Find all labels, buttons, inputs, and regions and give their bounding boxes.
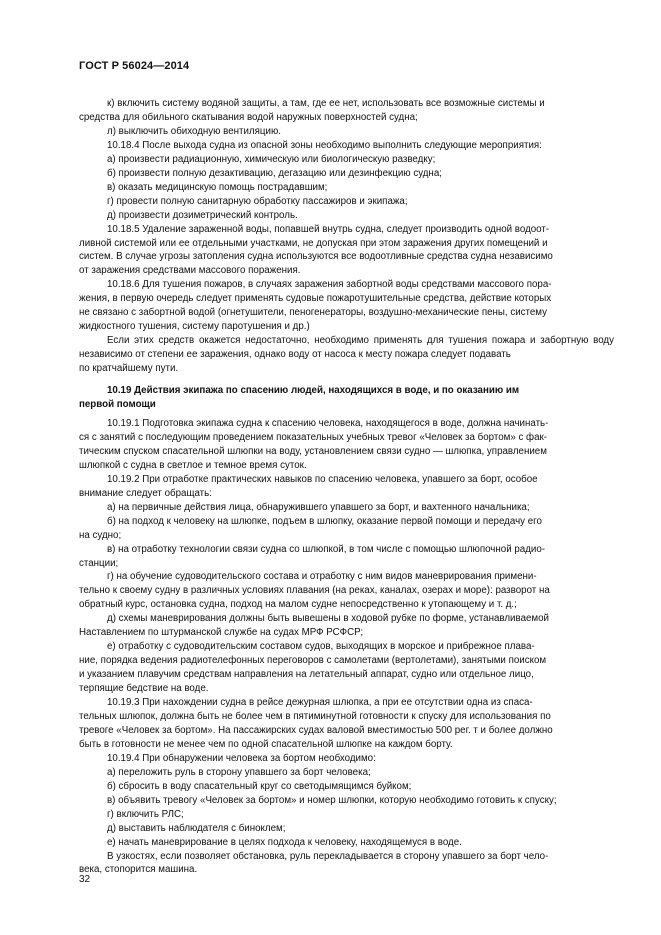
paragraph-item: б) произвести полную дезактивацию, дегазацию или дезинфекцию судна; [107, 167, 442, 179]
paragraph-clause: 10.19.4 При обнаружении человека за бортом необходимо: [107, 752, 376, 764]
paragraph-item: е) начать маневрирование в целях подхода к человеку, находящемуся в воде. [107, 836, 462, 848]
paragraph-clause: 10.19.2 При отработке практических навыков по спасению человека, упавшего за борт, особое внимание следует обращать: [79, 473, 538, 499]
paragraph-item: в) на отработку технологии связи судна со шлюпкой, в том числе с помощью шлюпочной радио- станции; [79, 543, 545, 569]
paragraph-item: д) произвести дозиметрический контроль. [107, 209, 298, 221]
paragraph-item: д) схемы маневрирования должны быть вывешены в ходовой рубке по форме, устанавливаемой Наставлением по штурманской службе на судах МРФ РСФСР; [79, 613, 549, 639]
paragraph-item: г) на обучение судоводительского состава и отработку с ним видов маневрирования примени- тельно к своему судну в различных условиях плавания (на реках, каналах, озерах и море): разворот на обратный курс, остановка судна, подход на малом судне непосредственно к утопающему и т. д.; [79, 571, 550, 611]
paragraph-item: а) переложить руль в сторону упавшего за борт человека; [107, 766, 371, 778]
section-heading: 10.19 Действия экипажа по спасению людей, находящихся в воде, и по оказанию им первой помощи [79, 385, 520, 411]
paragraph-clause: 10.18.4 После выхода судна из опасной зоны необходимо выполнить следующие мероприятия: [107, 139, 542, 151]
paragraph-clause: 10.18.6 Для тушения пожаров, в случаях заражения забортной воды средствами массового пора- жения, в первую очередь следует применять судовые пожаротушительные средства, действие которых не связано с забортной водой (огнетушители, пеногенераторы, воздушно-механические пены, систему жидкостного тушения, систему паротушения и др.) [79, 279, 552, 333]
document-header: ГОСТ Р 56024—2014 [79, 60, 190, 72]
paragraph-item: к) включить систему водяной защиты, а там, где ее нет, использовать все возможные системы и средства для обильного скатывания водой наружных поверхностей судна; [79, 98, 545, 123]
paragraph-item: б) сбросить в воду спасательный круг со светодымящимся буйком; [107, 780, 412, 792]
paragraph-item: а) на первичные действия лица, обнаружившего упавшего за борт, и вахтенного начальника; [107, 501, 530, 513]
paragraph-item: б) на подход к человеку на шлюпке, подъем в шлюпку, оказание первой помощи и передачу его на судно; [79, 515, 542, 541]
paragraph-item: л) выключить обиходную вентиляцию. [107, 125, 281, 137]
page-number: 32 [79, 874, 91, 885]
paragraph-item: в) объявить тревогу «Человек за бортом» и номер шлюпки, которую необходимо готовить к спуску; [107, 794, 557, 806]
paragraph-item: г) включить РЛС; [107, 808, 184, 820]
paragraph-item: е) отработку с судоводительским составом судов, выходящих в морское и прибрежное плава- ние, порядка ведения радиотелефонных переговоров с самолетами (вертолетами), занятыми поиском и указанием плавучим средствам направления на летательный аппарат, судно или отдельное лицо, терпящие бедствие на воде. [79, 641, 547, 695]
paragraph-clause: 10.19.1 Подготовка экипажа судна к спасению человека, находящегося в воде, должна начинать- ся с занятий с последующим проведением показательных учебных тревог «Человек за бортом» с фак- тическим спуском спасательной шлюпки на воду, установлением связи судно — шлюпка, управлением шлюпкой с судна в светлое и темное время суток. [79, 417, 549, 471]
paragraph-clause: 10.19.3 При нахождении судна в рейсе дежурная шлюпка, а при ее отсутствии одна из спаса- тельных шлюпок, должна быть не более чем в пятиминутной готовности к спуску для использования по тревоге «Человек за бортом». На пассажирских судах валовой вместимостью 500 рег. т и более должно быть в готовности не менее чем по одной спасательной шлюпке на каждом борту. [79, 697, 553, 750]
paragraph-item: а) произвести радиационную, химическую или биологическую разведку; [107, 153, 436, 165]
paragraph-item: в) оказать медицинскую помощь пострадавшим; [107, 181, 328, 193]
document-body [79, 97, 614, 877]
paragraph-item: д) выставить наблюдателя с биноклем; [107, 822, 286, 834]
paragraph-text: В узкостях, если позволяет обстановка, руль перекладывается в сторону упавшего за борт чело- века, стопорится машина. [79, 850, 549, 876]
paragraph-item: г) провести полную санитарную обработку пассажиров и экипажа; [107, 195, 408, 207]
paragraph-text: Если этих средств окажется недостаточно, необходимо применять для тушения пожара и забортную воду независимо от степени ее заражения, однако воду от насоса к месту пожара следует подавать по кратчайшему пути. [79, 335, 614, 375]
paragraph-clause: 10.18.5 Удаление зараженной воды, попавшей внутрь судна, следует производить одной водоот- ливной системой или ее отдельными участками, не допуская при этом заражения других помещений и систем. В случае угрозы затопления судна используются все водоотливные средства судна независимо от заражения средствами массового поражения. [79, 223, 553, 277]
